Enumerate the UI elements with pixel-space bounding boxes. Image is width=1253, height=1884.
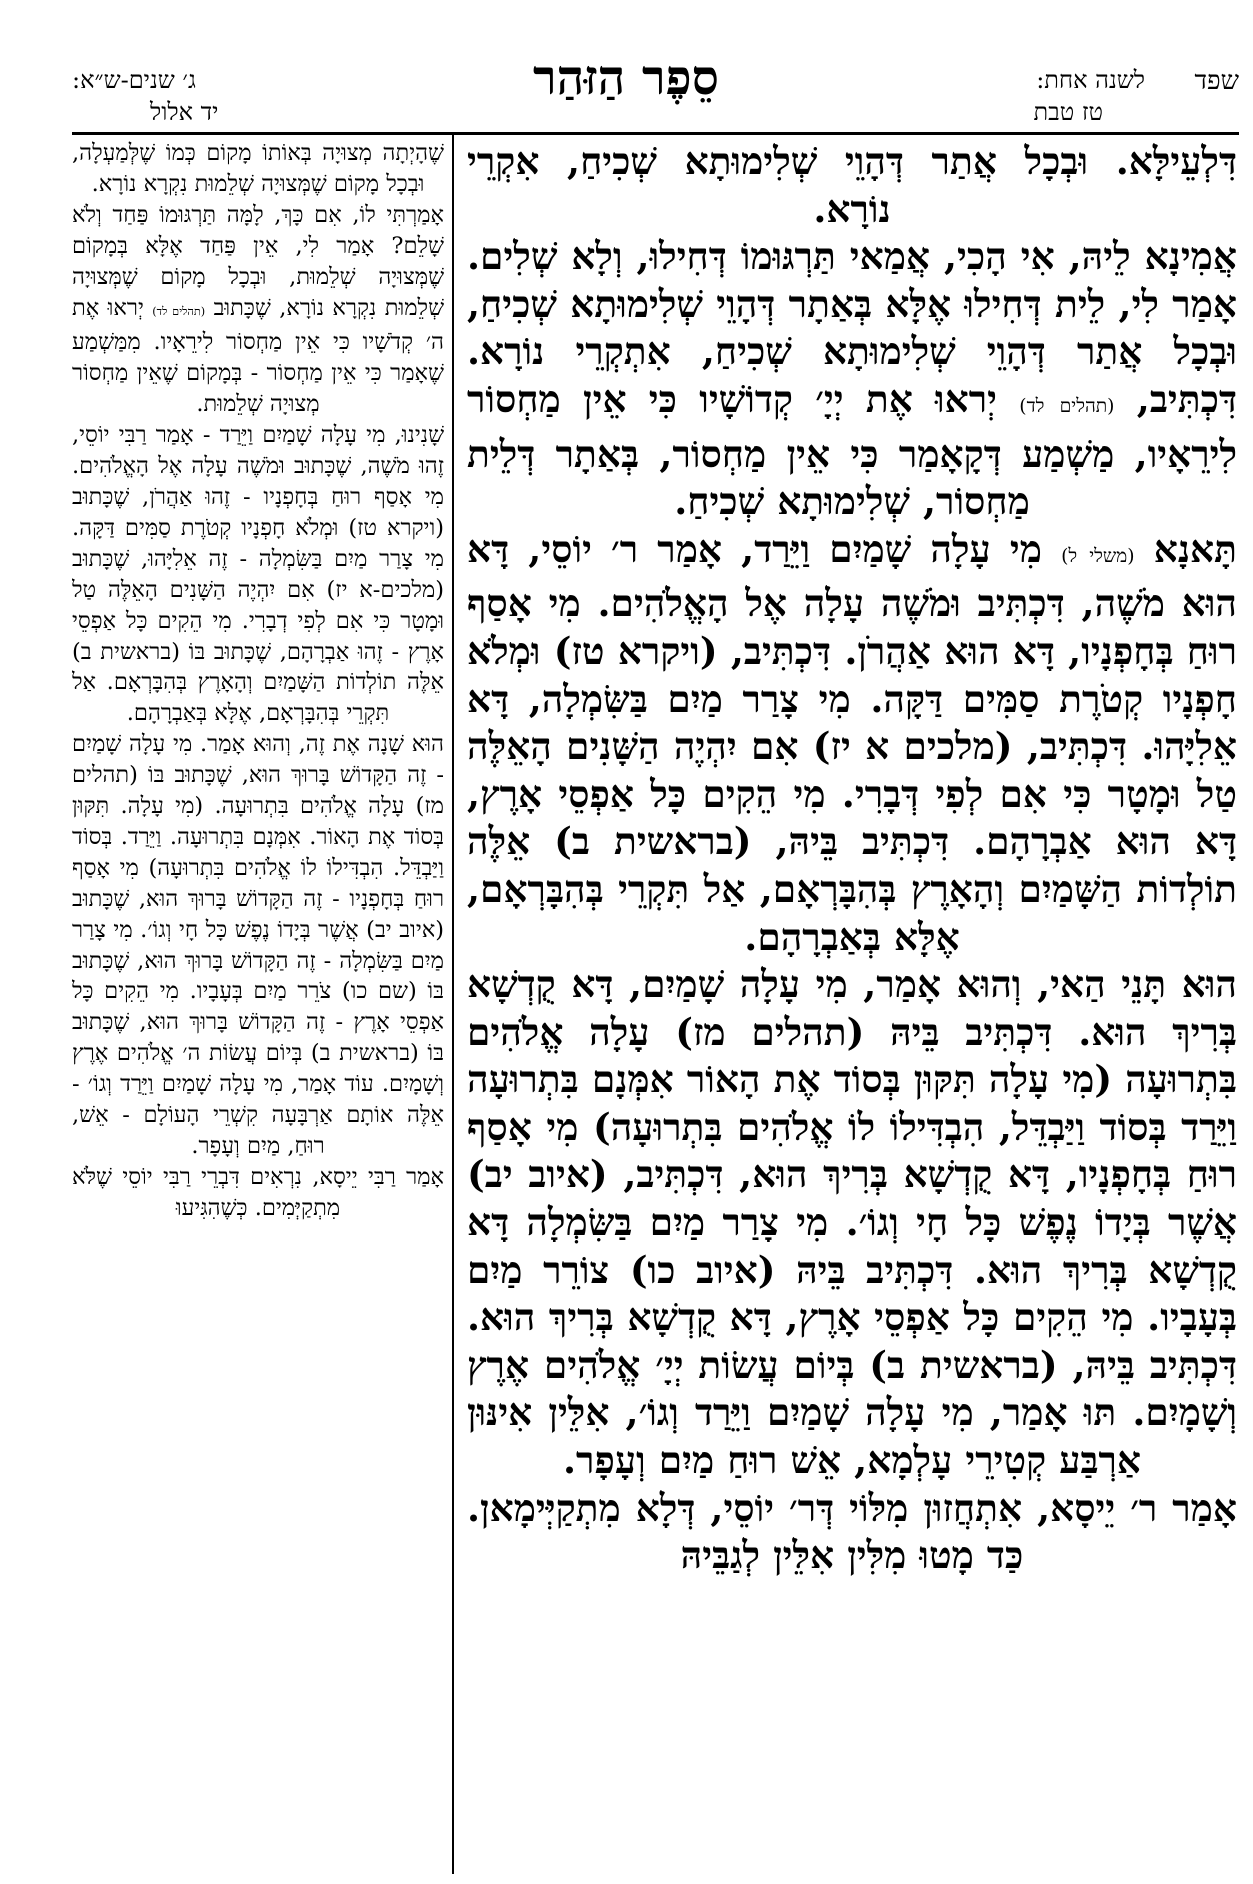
- header-rule: [72, 132, 1239, 135]
- main-paragraph: אֲמִינָא לֵיהּ, אִי הָכִי, אֲמַאי תַּרְגּוּמוֹ דְּחִילוּ, וְלָא שְׁלִים. אָמַר לִי, לֵית דְּחִילוּ אֶלָּא בְּאַתָר דְּהָוֵי שְׁלִימוּתָא שְׁכִיחַ, וּבְכָל אֲתַר דְּהָוֵי שְׁלִימוּתָא שְׁכִיחַ, אִתְקְרֵי נוֹרָא. דִּכְתִּיב, (תהלים לד) יְראוּ אֶת יְיָ׳ קְדוֹשָׁיו כִּי אֵין מַחְסוֹר לִירֵאָיו, מַשְׁמַע דְּקָאָמַר כִּי אֵין מַחְסוֹר, בְּאַתָר דְּלֵית מַחְסוֹר, שְׁלִימוּתָא שְׁכִיחַ.: [467, 234, 1237, 524]
- main-paragraph: דִּלְעֵילָּא. וּבְכָל אֲתַר דְּהָוֵי שְׁלִימוּתָא שְׁכִיחַ, אִקְרֵי נוֹרָא.: [467, 139, 1237, 231]
- reading-date-right: טז טבת: [1033, 98, 1103, 126]
- hebrew-translation-column: [72, 138, 444, 1878]
- aramaic-column: [467, 138, 1237, 1878]
- source-reference: (תהלים לד): [1019, 395, 1115, 417]
- reading-cycle-label-right: לשנה אחת:: [1036, 66, 1145, 94]
- column-divider: [452, 134, 454, 1874]
- reading-date-left: יד אלול: [150, 98, 219, 126]
- main-paragraph: תָּאנָא (משלי ל) מִי עָלָה שָׁמַיִם וַיֵּרַד, אָמַר ר׳ יוֹסֵי, דָּא הוּא מֹשֶׁה, דִּכְתִּיב וּמֹשֶׁה עָלָה אֶל הָאֱלֹהִים. מִי אָסַף רוּחַ בְּחָפְנָיו, דָּא הוּא אַהֲרֹן. דִּכְתִּיב, (ויקרא טז) וּמְלֹא חָפְנָיו קְטֹרֶת סַמִּים דַּקָּה. מִי צָרַר מַיִם בַּשִּׂמְלָה, דָּא אֵלִיָּהוּ. דִּכְתִּיב, (מלכים א יז) אִם יִהְיֶה הַשָּׁנִים הָאֵלֶּה טַל וּמָטָר כִּי אִם לְפִי דְּבָרִי. מִי הֵקִים כָּל אַפְסֵי אָרֶץ, דָּא הוּא אַבְרָהָם. דִּכְתִּיב בֵּיהּ, (בראשית ב) אֵלֶּה תוֹלְדוֹת הַשָּׁמַיִם וְהָאָרֶץ בְּהִבָּרְאָם, אַל תִּקְרֵי בְּהִבָּרְאָם, אֶלָּא בְּאַבְרָהָם.: [467, 526, 1237, 959]
- book-title: סֵפֶר הַזּהַר: [533, 50, 719, 106]
- source-reference: (תהלים לד): [152, 304, 206, 318]
- side-paragraph: שֶׁהָיְתָה מְצוּיָה בְּאוֹתוֹ מָקוֹם כְּמוֹ שֶׁלְּמַעְלָה, וּבְכָל מָקוֹם שֶׁמְּצוּיָה שְׁלֵמוּת נִקְרָא נוֹרָא.: [72, 140, 444, 197]
- side-paragraph: שָׁנִינוּ, מִי עָלָה שָׁמַיִם וַיֵּרַד - אָמַר רַבִּי יוֹסֵי, זֶהוּ מֹשֶׁה, שֶׁכָּתוּב וּמֹשֶׁה עָלָה אֶל הָאֱלֹהִים. מִי אָסַף רוּחַ בְּחָפְנָיו - זֶהוּ אַהֲרֹן, שֶׁכָּתוּב (ויקרא טז) וּמְלֹא חָפְנָיו קְטֹרֶת סַמִּים דַּקָּה. מִי צָרַר מַיִם בַּשִּׂמְלָה - זֶה אֵלִיָּהוּ, שֶׁכָּתוּב (מלכים-א יז) אִם יִהְיֶה הַשָּׁנִים הָאֵלֶּה טַל וּמָטָר כִּי אִם לְפִי דְבָרִי. מִי הֵקִים כָּל אַפְסֵי אָרֶץ - זֶהוּ אַבְרָהָם, שֶׁכָּתוּב בּוֹ (בראשית ב) אֵלֶּה תוֹלְדוֹת הַשָּׁמַיִם וְהָאָרֶץ בְּהִבָּרְאָם. אַל תִּקְרֵי בְּהִבָּרְאָם, אֶלָּא בְּאַבְרָהָם.: [72, 422, 444, 727]
- side-paragraph: הוּא שָׁנָה אֶת זֶה, וְהוּא אָמַר. מִי עָלָה שָׁמַיִם - זֶה הַקָּדוֹשׁ בָּרוּךְ הוּא, שֶׁכָּתוּב בּוֹ (תהלים מז) עָלָה אֱלֹהִים בִּתְרוּעָה. (מִי עָלָה. תִּקּוּן בְּסוֹד אֶת הָאוֹר. אִמְּנָם בִּתְרוּעָה. וַיֵּרַד. בְּסוֹד וַיַּבְדֵּל. הִבְדִּילוֹ לוֹ אֱלֹהִים בִּתְרוּעָה) מִי אָסַף רוּחַ בְּחָפְנָיו - זֶה הַקָּדוֹשׁ בָּרוּךְ הוּא, שֶׁכָּתוּב (איוב יב) אֲשֶׁר בְּיָדוֹ נֶפֶשׁ כָּל חָי וְגוֹ׳. מִי צָרַר מַיִם בַּשִּׂמְלָה - זֶה הַקָּדוֹשׁ בָּרוּךְ הוּא, שֶׁכָּתוּב בּוֹ (שם כו) צֹרֵר מַיִם בְּעָבָיו. מִי הֵקִים כָּל אַפְסֵי אָרֶץ - זֶה הַקָּדוֹשׁ בָּרוּךְ הוּא, שֶׁכָּתוּב בּוֹ (בראשית ב) בְּיוֹם עֲשׂוֹת ה׳ אֱלֹהִים אֶרֶץ וְשָׁמָיִם. עוֹד אָמַר, מִי עָלָה שָׁמַיִם וַיֵּרַד וְגוֹ׳ - אֵלֶּה אוֹתָם אַרְבָּעָה קִשְׁרֵי הָעוֹלָם - אֵשׁ, רוּחַ, מַיִם וְעָפָר.: [72, 731, 444, 1159]
- page-number: שפד: [1194, 66, 1239, 96]
- main-paragraph: אָמַר ר׳ יֵיסָא, אִתְחֲזוּן מִלּוֹי דְּר׳ יוֹסֵי, דְּלָא מִתְקַיְּימָאן. כַּד מָטוּ מִלִּין אִלֵּין לְגַבֵּיהּ: [467, 1485, 1237, 1578]
- side-paragraph: אָמַרְתִּי לוֹ, אִם כָּךְ, לָמָּה תַּרְגּוּמוֹ פַּחַד וְלֹא שָׁלֵם? אָמַר לִי, אֵין פַּחַד אֶלָּא בְּמָקוֹם שֶׁמְּצוּיָה שְׁלֵמוּת, וּבְכָל מָקוֹם שֶׁמְּצוּיָה שְׁלֵמוּת נִקְרָא נוֹרָא, שֶׁכָּתוּב (תהלים לד) יְראוּ אֶת ה׳ קְדֹשָׁיו כִּי אֵין מַחְסוֹר לִירֵאָיו. מִמַּשְׁמַע שֶׁאָמַר כִּי אֵין מַחְסוֹר - בְּמָקוֹם שֶׁאֵין מַחְסוֹר מְצוּיָה שְׁלֵמוּת.: [72, 201, 444, 418]
- side-paragraph: אָמַר רַבִּי יֵיסָא, נִרְאִים דִּבְרֵי רַבִּי יוֹסֵי שֶׁלֹּא מִתְקַיְּמִים. כְּשֶׁהִגִּיעוּ: [72, 1163, 444, 1221]
- reading-cycle-label-left: ג׳ שנים-ש״א:: [72, 66, 196, 94]
- source-reference: (משלי ל): [1061, 545, 1135, 567]
- main-paragraph: הוּא תָּנֵי הַאי, וְהוּא אָמַר, מִי עָלָה שָׁמַיִם, דָּא קֻדְשָׁא בְּרִיךְ הוּא. דִּכְתִּיב בֵּיהּ (תהלים מז) עָלָה אֱלֹהִים בִּתְרוּעָה (מִי עָלָה תִּקּוּן בְּסוֹד אֶת הָאוֹר אִמְּנָם בִּתְרוּעָה וַיֵּרַד בְּסוֹד וַיַּבְדֵּל, הִבְדִּילוֹ לוֹ אֱלֹהִים בִּתְרוּעָה) מִי אָסַף רוּחַ בְּחָפְנָיו, דָּא קֻדְשָׁא בְּרִיךְ הוּא, דִּכְתִּיב, (איוב יב) אֲשֶׁר בְּיָדוֹ נֶפֶשׁ כָּל חָי וְגוֹ׳. מִי צָרַר מַיִם בַּשִּׂמְלָה דָּא קֻדְשָׁא בְּרִיךְ הוּא. דִּכְתִּיב בֵּיהּ (איוב כו) צוֹרֵר מַיִם בְּעָבָיו. מִי הֵקִים כָּל אַפְסֵי אָרֶץ, דָּא קֻדְשָׁא בְּרִיךְ הוּא. דִּכְתִּיב בֵּיהּ, (בראשית ב) בְּיוֹם עֲשׂוֹת יְיָ׳ אֱלֹהִים אֶרֶץ וְשָׁמָיִם. תּוּ אָמַר, מִי עָלָה שָׁמַיִם וַיֵּרַד וְגוֹ׳, אִלֵּין אִינּוּן אַרְבַּע קְטִירֵי עָלְמָא, אֵשׁ רוּחַ מַיִם וְעָפָר.: [467, 962, 1237, 1483]
